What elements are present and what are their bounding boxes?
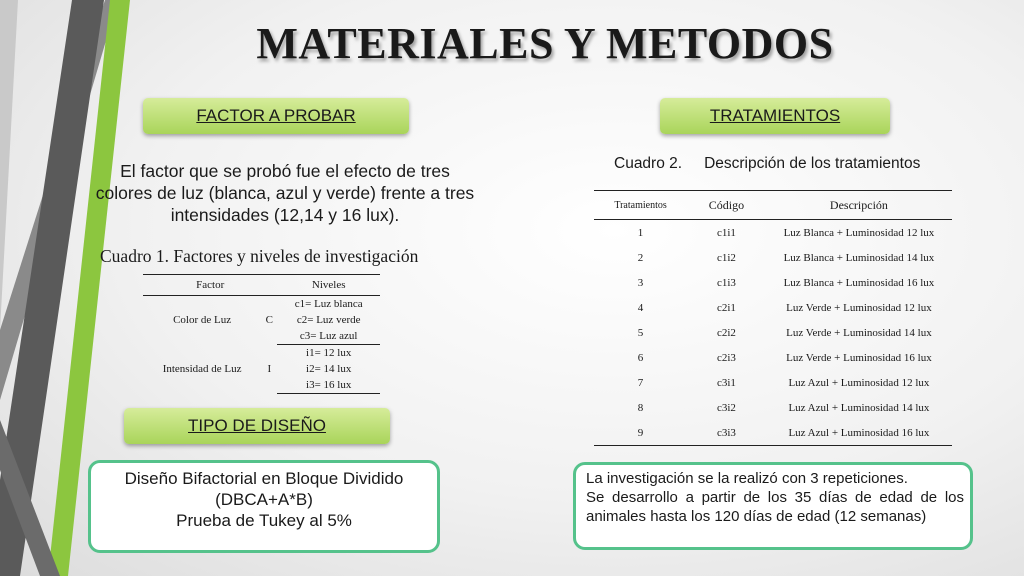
cell-code: c3i3 [687, 420, 766, 446]
level-cell: c1= Luz blanca [294, 298, 363, 310]
cell-code: c2i1 [716, 301, 736, 314]
table-header-row [594, 191, 952, 220]
table-header-row [143, 275, 380, 296]
level-cell: i1= 12 lux [306, 347, 352, 359]
repetitions-box [573, 462, 973, 550]
factor-name: Intensidad de Luz [162, 363, 242, 375]
level-cell: c2= Luz verde [296, 314, 361, 326]
cell-number: 9 [594, 420, 687, 446]
cell-description: Luz Verde + Luminosidad 14 lux [786, 326, 932, 339]
table-row [594, 220, 952, 246]
table-row [143, 296, 380, 313]
design-box [88, 460, 440, 553]
table-row [594, 395, 952, 420]
cell-description: Luz Verde + Luminosidad 12 lux [786, 301, 932, 314]
table-row [594, 345, 952, 370]
design-line: (DBCA+A*B) [215, 490, 313, 509]
cuadro2-caption [614, 155, 994, 173]
age-range-line: Se desarrollo a partir de los 35 días de edad de los animales hasta los 120 días de edad (12 semanas) [586, 489, 964, 525]
cell-description: Luz Azul + Luminosidad 14 lux [788, 401, 930, 414]
section-factor-label: FACTOR A PROBAR [143, 98, 409, 134]
level-cell: c3= Luz azul [277, 328, 380, 345]
header-factor: Factor [143, 275, 277, 296]
header-niveles: Niveles [277, 275, 380, 296]
design-line: Diseño Bifactorial en Bloque Dividido [124, 469, 404, 488]
factor-code: I [267, 363, 272, 375]
cell-code: c3i1 [716, 376, 736, 389]
cell-description: Luz Blanca + Luminosidad 16 lux [783, 276, 935, 289]
repetitions-line: La investigación se la realizó con 3 repeticiones. [586, 470, 908, 487]
cell-code: c2i2 [716, 326, 736, 339]
factors-table [143, 274, 380, 394]
section-tratamientos-label: TRATAMIENTOS [660, 98, 890, 134]
level-cell: i3= 16 lux [277, 377, 380, 394]
section-diseno-label: TIPO DE DISEÑO [124, 408, 390, 444]
cell-code: c1i2 [716, 251, 736, 264]
cell-number: 5 [637, 326, 644, 339]
cell-number: 8 [637, 401, 644, 414]
cuadro2-caption-text: Descripción de los tratamientos [704, 155, 921, 172]
table-row [143, 345, 380, 362]
header-codigo: Código [687, 191, 766, 220]
table-row [594, 420, 952, 446]
table-row [594, 370, 952, 395]
cuadro2-caption-label: Cuadro 2. [614, 155, 683, 172]
cell-description: Luz Azul + Luminosidad 12 lux [788, 376, 930, 389]
treatments-table [594, 190, 952, 446]
table-row [594, 270, 952, 295]
table-row [594, 245, 952, 270]
cell-number: 2 [637, 251, 644, 264]
table-row [594, 295, 952, 320]
cuadro1-caption: Cuadro 1. Factores y niveles de investigación [100, 246, 419, 266]
cell-number: 1 [637, 226, 644, 239]
header-tratamientos: Tratamientos [594, 191, 687, 220]
level-cell: i2= 14 lux [306, 363, 352, 375]
cell-number: 3 [637, 276, 644, 289]
cell-description: Luz Blanca + Luminosidad 12 lux [783, 226, 935, 239]
cell-number: 6 [637, 351, 644, 364]
cell-code: c3i2 [716, 401, 736, 414]
cell-description: Luz Azul + Luminosidad 16 lux [766, 420, 952, 446]
cell-code: c1i3 [716, 276, 736, 289]
cell-code: c2i3 [716, 351, 736, 364]
cell-description: Luz Verde + Luminosidad 16 lux [786, 351, 932, 364]
cell-number: 4 [637, 301, 644, 314]
header-descripcion: Descripción [766, 191, 952, 220]
cell-code: c1i1 [716, 226, 736, 239]
table-row [594, 320, 952, 345]
factor-name: Color de Luz [173, 314, 232, 327]
cell-number: 7 [637, 376, 644, 389]
factor-description: El factor que se probó fue el efecto de tres colores de luz (blanca, azul y verde) frente a tres intensidades (12,14 y 16 lux). [95, 161, 475, 225]
page-title: MATERIALES Y METODOS [256, 19, 834, 68]
factor-code: C [265, 314, 273, 327]
design-line: Prueba de Tukey al 5% [176, 511, 352, 530]
cell-description: Luz Blanca + Luminosidad 14 lux [783, 251, 935, 264]
